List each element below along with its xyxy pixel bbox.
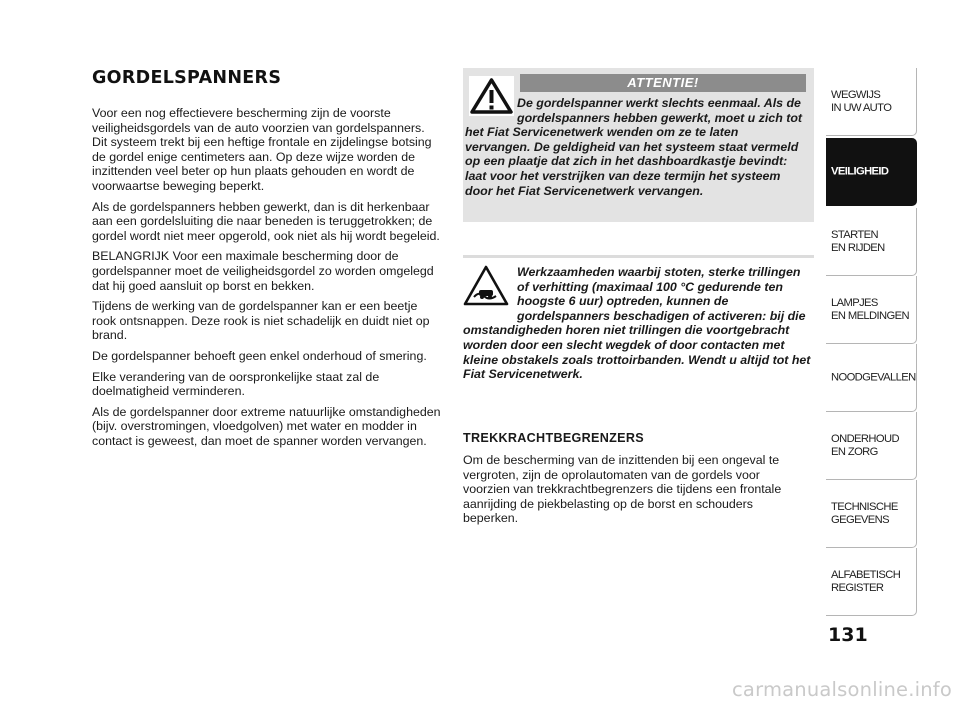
nav-tab-label: LAMPJES EN MELDINGEN — [831, 296, 909, 322]
nav-tab-lampjes[interactable] — [826, 276, 917, 344]
paragraph: Als de gordelspanner door extreme natuurlijke omstandigheden (bijv. overstromingen, vloedgolven) met water en modder in contact is geweest, dan moet de spanner worden vervangen. — [92, 404, 441, 448]
nav-tab-label: ALFABETISCH REGISTER — [831, 568, 901, 594]
nav-tab-label: ONDERHOUD EN ZORG — [831, 432, 899, 458]
road-note-text — [463, 265, 815, 382]
trekkracht-heading: TREKKRACHTBEGRENZERS — [463, 431, 644, 445]
paragraph: De gordelspanner behoeft geen enkel onderhoud of smering. — [92, 348, 427, 363]
section-divider — [463, 255, 814, 258]
nav-tab-onderhoud[interactable] — [826, 412, 917, 480]
nav-tab-veiligheid[interactable] — [826, 138, 917, 206]
nav-tab-starten[interactable] — [826, 208, 917, 276]
nav-tab-label: WEGWIJS IN UW AUTO — [831, 88, 892, 114]
page-number: 131 — [828, 624, 868, 646]
road-note-text-content: Werkzaamheden waarbij stoten, sterke trillingen of verhitting (maximaal 100 °C gedurende ten hoogste 6 uur) optreden, kunnen de gordelspanners beschadigen of activeren: bij die omstandigheden horen niet trillingen die voortgebracht worden door een slecht wegdek of door contacten met kleine obstakels zoals trottoirbanden. Wendt u altijd tot het Fiat Servicenetwerk. — [463, 265, 811, 382]
nav-tab-label: STARTEN EN RIJDEN — [831, 228, 885, 254]
nav-tab-wegwijs[interactable] — [826, 68, 917, 136]
paragraph: BELANGRIJK Voor een maximale bescherming door de gordelspanner moet de veiligheidsgordel zo worden omgelegd dat hij goed aansluit op borst en bekken. — [92, 249, 434, 293]
trekkracht-text: Om de bescherming van de inzittenden bij een ongeval te vergroten, zijn de oprolautomaten van de gordels voor voorzien van trekkrachtbegrenzers die tijdens een frontale aanrijding de piekbelasting op de borst en schouders beperken. — [463, 453, 782, 526]
road-note — [463, 265, 815, 382]
warning-text-content: De gordelspanner werkt slechts eenmaal. Als de gordelspanners hebben gewerkt, moet u zich tot het Fiat Servicenetwerk wenden om ze te laten vervangen. De geldigheid van het systeem staat vermeld op een plaatje dat zich in het dashboardkastje bevindt: laat voor het verstrijken van deze termijn het systeem door het Fiat Servicenetwerk vervangen. — [465, 96, 803, 198]
paragraph: Tijdens de werking van de gordelspanner kan er een beetje rook ontsnappen. Deze rook is niet schadelijk en duidt niet op brand. — [92, 299, 430, 343]
road-bump-icon — [463, 265, 513, 309]
nav-tab-label: VEILIGHEID — [831, 165, 889, 177]
nav-tab-alfabetisch[interactable] — [826, 548, 917, 616]
paragraph: Elke verandering van de oorspronkelijke staat zal de doelmatigheid verminderen. — [92, 369, 380, 399]
attentie-label: ATTENTIE! — [520, 74, 806, 92]
warning-box — [463, 68, 814, 222]
paragraph: Voor een nog effectievere bescherming zijn de voorste veiligheidsgordels van de auto voorzien van gordelspanners. Dit systeem trekt bij een heftige frontale en zijdelingse botsing de gordel enige centimeters aan. Op deze wijze worden de inzittenden veel beter op hun plaats gehouden en wordt de voorwaartse beweging beperkt. — [92, 106, 432, 193]
nav-tab-noodgevallen[interactable] — [826, 344, 917, 412]
watermark: carmanualsonline.info — [732, 678, 952, 701]
nav-tab-technische[interactable] — [826, 480, 917, 548]
nav-tab-label: NOODGEVALLEN — [831, 371, 916, 383]
nav-tab-label: TECHNISCHE GEGEVENS — [831, 500, 898, 526]
page-title: GORDELSPANNERS — [92, 68, 282, 88]
warning-text — [465, 96, 803, 198]
paragraph: Als de gordelspanners hebben gewerkt, dan is dit herkenbaar aan een gordelsluiting die naar beneden is teruggetrokken; de gordel wordt niet meer opgerold, ook niet als hij wordt begeleid. — [92, 199, 440, 243]
body-text-column — [92, 106, 442, 454]
